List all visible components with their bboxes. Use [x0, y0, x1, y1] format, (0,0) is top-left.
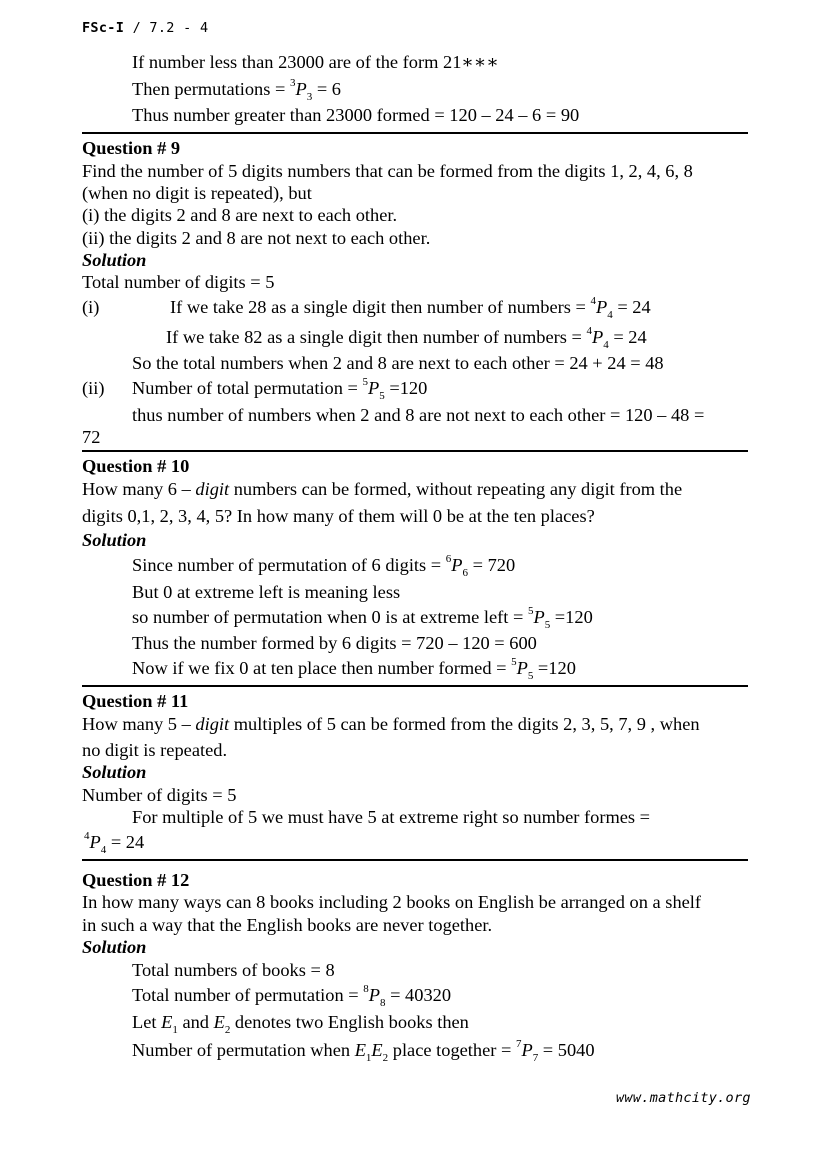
top-line-3: Thus number greater than 23000 formed = 120 – 24 – 6 = 90 — [132, 105, 580, 125]
q10-solution-heading: Solution — [82, 530, 147, 550]
footer-site-link[interactable]: www.mathcity.org — [616, 1090, 751, 1106]
q9-solution-heading: Solution — [82, 250, 147, 270]
question-11-title: Question # 11 — [82, 691, 189, 711]
q12-solution-heading: Solution — [82, 937, 147, 957]
q9-line-1: Find the number of 5 digits numbers that can be formed from the digits 1, 2, 4, 6, 8 — [82, 161, 693, 181]
q9-sol-line-7: 72 — [82, 427, 101, 447]
q9-part-ii-label: (ii) — [82, 378, 105, 398]
q9-sol-line-1: Total number of digits = 5 — [82, 272, 275, 292]
divider — [82, 132, 748, 134]
q9-part-i-label: (i) — [82, 297, 100, 317]
q9-sol-line-2: If we take 28 as a single digit then number of numbers = $^4P_4 = 24$ — [170, 295, 651, 321]
q9-line-3: (i) the digits 2 and 8 are next to each other. — [82, 205, 398, 225]
q11-solution-heading: Solution — [82, 762, 147, 782]
q9-sol-line-3: If we take 82 as a single digit then number of numbers = $^4P_4 = 24$ — [166, 325, 647, 351]
q11-sol-line-1: Number of digits = 5 — [82, 785, 237, 805]
q10-sol-line-5: Now if we fix 0 at ten place then number formed = $^5P_5 =120$ — [132, 656, 576, 682]
q12-line-2: in such a way that the English books are never together. — [82, 915, 493, 935]
q12-line-1: In how many ways can 8 books including 2 books on English be arranged on a shelf — [82, 892, 702, 912]
q10-sol-line-3: so number of permutation when 0 is at extreme left = $^5P_5 =120$ — [132, 605, 593, 631]
q12-sol-line-2: Total number of permutation = $^8P_8 = 40320$ — [132, 983, 452, 1009]
header-brand: FSc-I — [82, 20, 125, 36]
q9-line-2: (when no digit is repeated), but — [82, 183, 312, 203]
q11-sol-line-2: For multiple of 5 we must have 5 at extreme right so number formes = — [132, 807, 651, 827]
divider — [82, 450, 748, 452]
q10-line-1: How many 6 – digit numbers can be formed, without repeating any digit from the — [82, 479, 683, 499]
question-9-title: Question # 9 — [82, 138, 181, 158]
top-line-1: If number less than 23000 are of the form 21∗∗∗ — [132, 52, 499, 72]
q11-sol-line-3: $^4P_4 = 24$ — [84, 830, 145, 856]
question-10-title: Question # 10 — [82, 456, 190, 476]
q10-sol-line-4: Thus the number formed by 6 digits = 720 – 120 = 600 — [132, 633, 537, 653]
q12-sol-line-3: Let $E_1$ and $E_2$ denotes two English books then — [132, 1012, 469, 1036]
q9-sol-line-5: Number of total permutation = $^5P_5 =120$ — [132, 376, 428, 402]
q10-sol-line-1: Since number of permutation of 6 digits = $^6P_6 = 720$ — [132, 553, 516, 579]
top-line-2: Then permutations = $^3P_3 = 6$ — [132, 77, 341, 103]
q10-line-2: digits 0,1, 2, 3, 4, 5? In how many of them will 0 be at the ten places? — [82, 506, 595, 526]
q9-sol-line-6: thus number of numbers when 2 and 8 are not next to each other = 120 – 48 = — [132, 405, 705, 425]
page-header — [82, 20, 208, 36]
q9-line-4: (ii) the digits 2 and 8 are not next to each other. — [82, 228, 431, 248]
q12-sol-line-4: Number of permutation when $E_1E_2$ place together = $^7P_7 = 5040$ — [132, 1038, 595, 1064]
q9-sol-line-4: So the total numbers when 2 and 8 are next to each other = 24 + 24 = 48 — [132, 353, 664, 373]
divider — [82, 859, 748, 861]
divider — [82, 685, 748, 687]
q11-line-2: no digit is repeated. — [82, 740, 228, 760]
q11-line-1: How many 5 – digit multiples of 5 can be formed from the digits 2, 3, 5, 7, 9 , when — [82, 714, 700, 734]
header-section: / 7.2 - 4 — [124, 20, 209, 36]
question-12-title: Question # 12 — [82, 870, 190, 890]
q12-sol-line-1: Total numbers of books = 8 — [132, 960, 335, 980]
q10-sol-line-2: But 0 at extreme left is meaning less — [132, 582, 401, 602]
